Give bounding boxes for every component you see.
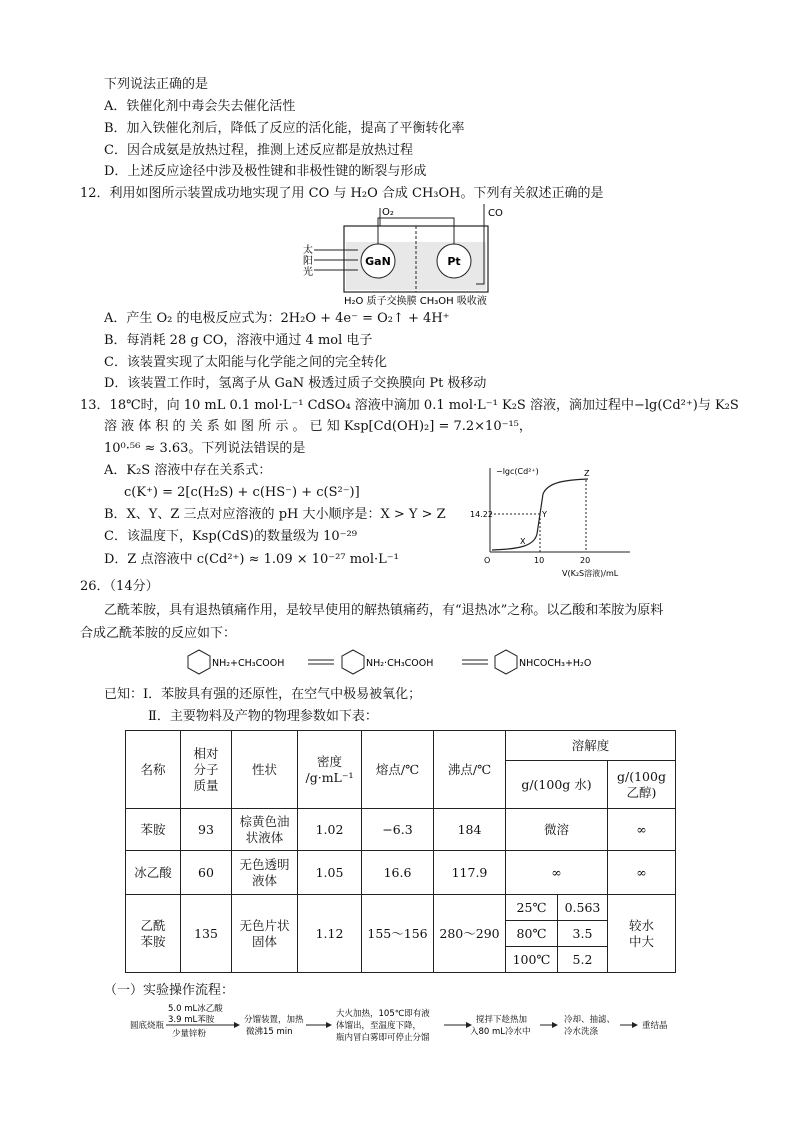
q11-option-b: B．加入铁催化剂后，降低了反应的活化能，提高了平衡转化率 [104,121,465,136]
experiment-flowchart [130,1002,690,1048]
co-label: CO [488,208,503,219]
gan-label: GaN [365,255,391,268]
header-sol-ethanol: g/(100g 乙醇) [608,761,676,809]
cd-titration-chart [470,464,650,580]
x-tick-10: 10 [534,556,545,565]
q12-option-a: A．产生 O₂ 的电极反应式为：2H₂O + 4e⁻ = O₂↑ + 4H⁺ [104,311,450,326]
table-row: 乙酰 苯胺 135 无色片状 固体 1.12 155～156 280～290 25℃ 0.563 较水 中大 [126,895,676,921]
header-solubility: 溶解度 [506,731,676,761]
header-density: 密度 /g·mL⁻¹ [298,731,362,809]
q11-option-d: D．上述反应途径中涉及极性键和非极性键的断裂与形成 [104,164,427,179]
pt-label: Pt [447,255,461,268]
benzene-ring-1 [188,650,210,674]
header-mp: 熔点/℃ [362,731,434,809]
svg-text:体馏出，至温度下降，: 体馏出，至温度下降， [336,1021,422,1031]
q13-option-a: A．K₂S 溶液中存在关系式： [104,463,272,478]
q13-line1: 13．18℃时，向 10 mL 0.1 mol·L⁻¹ CdSO₄ 溶液中滴加 0.1 mol·L⁻¹ K₂S 溶液，滴加过程中−lg(Cd²⁺)与 K₂S [80,398,739,413]
product-label: NHCOCH₃+H₂O [519,658,592,669]
q11-option-c: C．因合成氨是放热过程，推测上述反应都是放热过程 [104,143,413,158]
q11-stem: 下列说法正确的是 [104,77,209,92]
svg-text:冷却、抽滤、: 冷却、抽滤、 [564,1015,616,1025]
physical-properties-table: 名称 相对 分子 质量 性状 密度 /g·mL⁻¹ 熔点/℃ 沸点/℃ 溶解度 g/(100g 水) g/(100g 乙醇) 苯胺 93 棕黄色油 状液体 1.02 −6.3 184 微溶 ∞ 冰乙酸 60 无色透明 液体 1.05 16.6 117.9 ∞ ∞ 乙酰 苯胺 135 无色片状 固体 1.12 155～156 280～290 25℃ 0.563 较水 中大 80℃ 3.5 100℃ 5.2 [125,730,676,973]
svg-text:微沸15 min: 微沸15 min [246,1027,293,1037]
q13-line2: 溶 液 体 积 的 关 系 如 图 所 示 。 已 知 Ksp[Cd(OH)₂] = 7.2×10⁻¹⁵， [104,419,532,434]
q26-intro-1: 乙酰苯胺，具有退热镇痛作用，是较早使用的解热镇痛药，有“退热冰”之称。以乙酸和苯胺为原料 [104,603,664,618]
header-name: 名称 [126,731,181,809]
point-z-label: Z [584,469,590,478]
table-row: 冰乙酸 60 无色透明 液体 1.05 16.6 117.9 ∞ ∞ [126,851,676,895]
q12-option-b: B．每消耗 28 g CO，溶液中通过 4 mol 电子 [104,333,373,348]
q12-option-c: C．该装置实现了太阳能与化学能之间的完全转化 [104,355,387,370]
q12-stem: 12．利用如图所示装置成功地实现了用 CO 与 H₂O 合成 CH₃OH。下列有关叙述正确的是 [80,186,604,201]
x-tick-20: 20 [580,556,591,565]
q26-heading: 26．（14分） [80,579,159,594]
benzene-ring-3 [495,650,517,674]
svg-text:冷水洗涤: 冷水洗涤 [564,1027,599,1037]
x-tick-0: O [484,556,491,565]
svg-text:少量锌粉: 少量锌粉 [172,1029,207,1039]
q11-option-a: A．铁催化剂中毒会失去催化活性 [104,99,296,114]
flow-start: 圆底烧瓶 [130,1021,165,1031]
svg-text:3.9 mL苯胺: 3.9 mL苯胺 [168,1015,215,1025]
svg-text:5.0 mL冰乙酸: 5.0 mL冰乙酸 [168,1004,223,1014]
y-tick-label: 14.22 [470,510,493,519]
light-label-2: 阳 [303,256,313,267]
light-label-1: 太 [303,245,313,256]
q26-known-1: 已知：Ⅰ．苯胺具有强的还原性，在空气中极易被氧化； [104,687,422,702]
flow-end: 重结晶 [642,1021,668,1031]
benzene-ring-2 [342,650,364,674]
cell-caption: H₂O 质子交换膜 CH₃OH 吸收液 [344,296,487,307]
q13-option-b: B．X、Y、Z 三点对应溶液的 pH 大小顺序是：X > Y > Z [104,507,446,522]
svg-text:入80 mL冷水中: 入80 mL冷水中 [470,1027,531,1037]
header-state: 性状 [232,731,298,809]
point-y-label: Y [542,510,547,519]
q13-line3: 10⁰·⁵⁶ ≈ 3.63。下列说法错误的是 [104,441,306,456]
q26-intro-2: 合成乙酰苯胺的反应如下： [80,626,237,641]
svg-text:瓶内冒白雾即可停止分馏: 瓶内冒白雾即可停止分馏 [336,1033,430,1043]
q26-known-2: Ⅱ．主要物料及产物的物理参数如下表： [148,709,378,724]
light-label-3: 光 [303,267,313,278]
header-mass: 相对 分子 质量 [181,731,232,809]
header-sol-water: g/(100g 水) [506,761,608,809]
q12-option-d: D．该装置工作时，氢离子从 GaN 极透过质子交换膜向 Pt 极移动 [104,376,487,391]
o2-label: O₂ [382,207,394,218]
point-x-label: X [520,537,526,546]
x-axis-label: V(K₂S溶液)/mL [562,569,619,578]
svg-text:分馏装置，加热: 分馏装置，加热 [244,1015,304,1025]
q13-option-a-formula: c(K⁺) = 2[c(H₂S) + c(HS⁻) + c(S²⁻)] [124,485,360,500]
q13-option-c: C．该温度下，Ksp(CdS)的数量级为 10⁻²⁹ [104,529,357,544]
q13-option-d: D．Z 点溶液中 c(Cd²⁺) ≈ 1.09 × 10⁻²⁷ mol·L⁻¹ [104,552,399,567]
reaction-equation [186,647,626,677]
header-bp: 沸点/℃ [434,731,506,809]
svg-text:搅拌下趁热加: 搅拌下趁热加 [476,1015,528,1025]
y-axis-label: −lgc(Cd²⁺) [496,467,539,476]
reactant-label: NH₂+CH₃COOH [212,658,285,669]
intermediate-label: NH₂·CH₃COOH [366,658,434,669]
table-row: 苯胺 93 棕黄色油 状液体 1.02 −6.3 184 微溶 ∞ [126,809,676,851]
flow-heading: （一）实验操作流程： [104,983,235,998]
electrolysis-cell-figure [300,204,530,308]
svg-text:大火加热，105℃即有液: 大火加热，105℃即有液 [336,1009,430,1019]
